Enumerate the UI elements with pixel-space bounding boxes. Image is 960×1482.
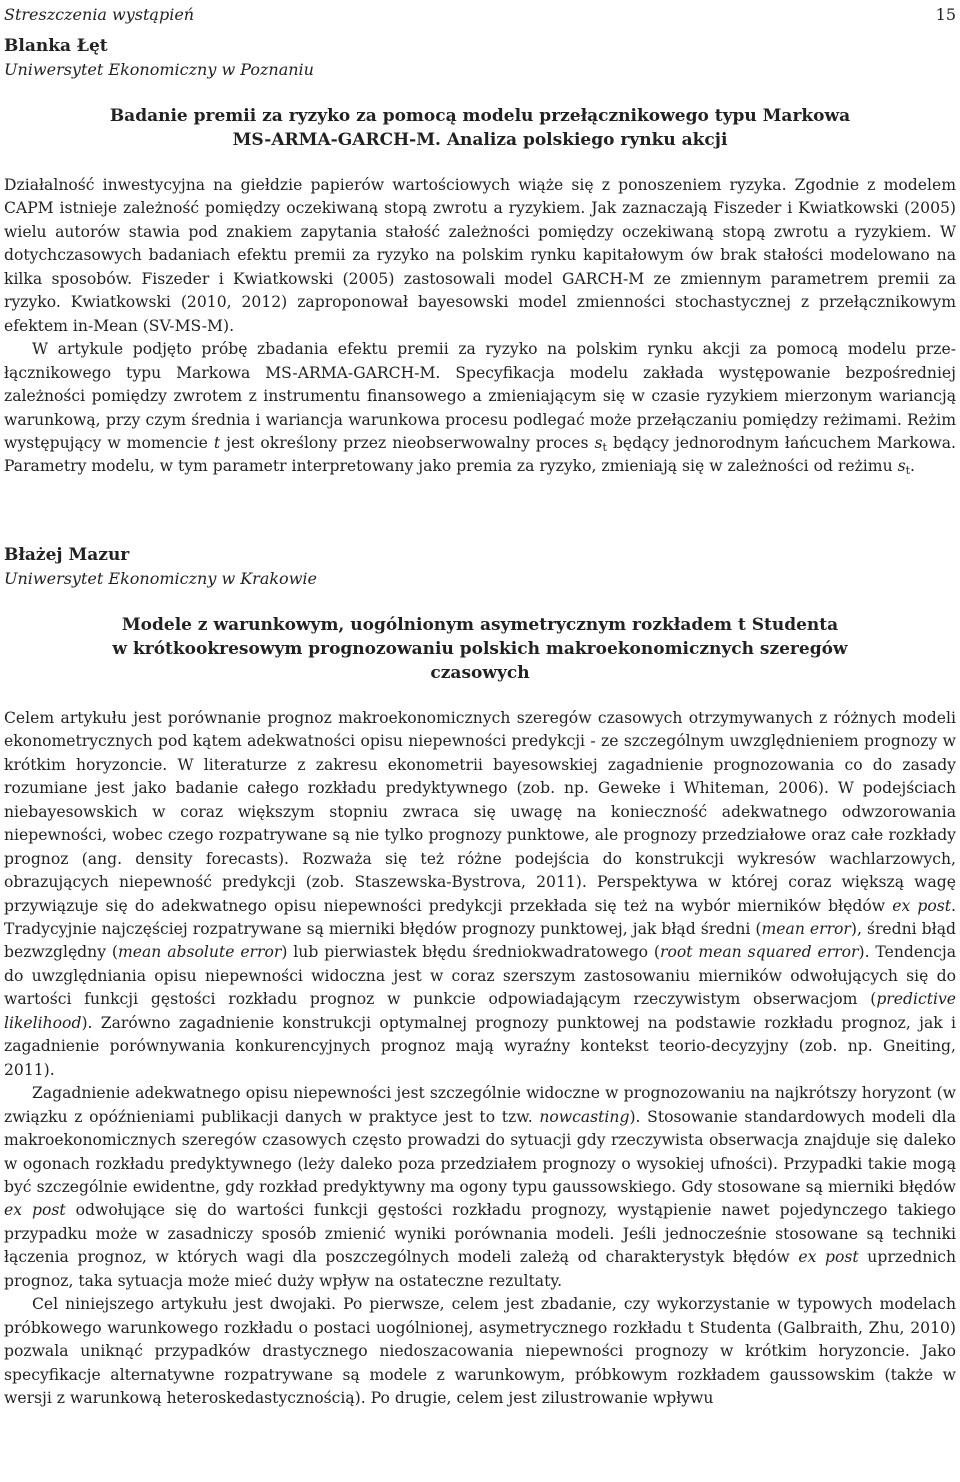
text-run: ). Zarówno zagadnienie konstrukcji optymalnej prognozy punktowej na podstawie rozkładu prognoz, jak i zagadnienie porównywania konkurencyjnych prognoz mają wyraźny kontekst teorio-decyzyjny (zob. np. Gneiting, 2011). [4, 1013, 956, 1079]
text-run: ). Stosowanie standardowych modeli dla makroekonomicznych szeregów czasowych często prowadzi do sytuacji gdy rzeczywista obserwacja znajduje się daleko w ogonach rozkładu predyktywnego (leży daleko poza przedziałem prognozy o wysokiej ufności). Przypadki takie mogą być szczególnie ewidentne, gdy rozkład predyktywny ma ogony typu gaussowskiego. Gdy stosowane są mierniki błędów [4, 1107, 956, 1196]
italic-term: root mean squared error [659, 943, 859, 962]
italic-term: nowcasting [539, 1107, 630, 1126]
italic-term: mean error [761, 919, 851, 938]
abstract-mazur [4, 543, 956, 1411]
author-name: Błażej Mazur [4, 544, 130, 565]
text-run: ), średni błąd bezwzględny ( [4, 919, 956, 962]
text-run: jest określony przez nieobserwowalny proces [220, 433, 595, 452]
italic-term: ex post [798, 1248, 859, 1267]
italic-term: ex post [892, 896, 952, 915]
math-subscript: t [602, 440, 607, 454]
page-number: 15 [935, 5, 956, 24]
text-run: Zagadnienie adekwatnego opisu niepewności jest szczególnie widoczne w prognozowaniu na najkrótszy horyzont (w związku z opóźnieniami publikacji danych w praktyce jest to tzw. [4, 1084, 956, 1126]
text-run: Celem artykułu jest porównanie prognoz makroekonomicznych szeregów czasowych otrzymywanych z różnych modeli ekonometrycznych pod kątem adekwatności opisu niepewności predykcji - ze szczególnym uwzględnieniem prognozy w krótkim horyzoncie. W literaturze z zakresu ekonometrii bayesowskiej zagadnienie prognozowania co do zasady rozumiane jest jako badanie całego rozkładu predyktywnego (zob. np. Geweke i Whiteman, 2006). W podejściach niebayesowskich w coraz większym stopniu zwraca się uwagę na konieczność adekwatnego odwzorowania niepewności, wobec czego rozpatrywane są nie tylko prognozy punktowe, ale prognozy przedziałowe oraz całe rozkłady prognoz (ang. density forecasts). Rozważa się też różne podejścia do konstrukcji wykresów wachlarzowych, obrazujących niepewność predykcji (zob. Staszewska-Bystrova, 2011). Perspektywa w której coraz większą wagę przywiązuje się do adekwatnego opisu niepewności predykcji przekłada się też na wybór mierników błędów [4, 708, 956, 915]
paragraph [4, 707, 956, 1082]
text-run: odwołujące się do wartości funkcji gęstości rozkładu prognozy, wystąpienie nawet pojedynczego takiego przypadku może w zasadniczy sposób zmienić wyniki porównania modeli. Jeśli jednocześnie stosowane są techniki łączenia prognoz, w których wagi dla poszczególnych modeli zależą od charakterystyk błędów [4, 1201, 956, 1267]
math-subscript: t [905, 464, 911, 478]
paragraph [4, 338, 956, 479]
author-affiliation: Uniwersytet Ekonomiczny w Krakowie [4, 568, 317, 588]
abstract-body [4, 174, 956, 479]
text-run: . [910, 457, 915, 476]
text-run: . Tradycyjnie najczęściej rozpatrywane są mierniki błędów prognozy punktowej, jak błąd średni ( [4, 896, 956, 938]
paragraph [4, 1082, 956, 1293]
text-run: ) lub pierwiastek błędu średniokwadratowego ( [281, 943, 660, 962]
text-run: ). Tendencja do uwzględniania opisu niepewności widoczna jest w coraz szerszym zastosowaniu mierników odwołujących się do wartości funkcji gęstości rozkładu prognoz w punkcie odpowiadającym rzeczywistym obserwacjom ( [4, 943, 956, 1009]
text-run: W artykule podjęto próbę zbadania efektu premii za ryzyko na polskim rynku akcji za pomocą modelu przełącznikowego typu Markowa MS-ARMA-GARCH-M. Specyfikacja modelu zakłada występowanie bezpośredniej zależności pomiędzy zwrotem z instrumentu finansowego a zmieniającym się w czasie ryzykiem mierzonym wariancją warunkową, przy czym średnia i wariancja warunkowa procesu podlegać może przełączaniu pomiędzy reżimami. Reżim występujący w momencie [4, 340, 956, 452]
italic-term: ex post [4, 1201, 66, 1220]
abstract-let [4, 34, 956, 479]
italic-term: predictive likelihood [4, 990, 956, 1032]
author-affiliation: Uniwersytet Ekonomiczny w Poznaniu [4, 60, 314, 79]
running-header [4, 4, 956, 34]
text-run: uprzednich prognoz, taka sytuacja może mieć duży wpływ na ostateczne rezultaty. [4, 1248, 956, 1290]
abstract-body [4, 707, 956, 1411]
text-run: będący jednorodnym łańcuchem Markowa. Parametry modelu, w tym parametr interpretowany jako premia za ryzyko, zmieniają się w zależności od reżimu [4, 433, 956, 476]
document-page [4, 0, 956, 1482]
math-variable: s [594, 433, 603, 452]
italic-term: mean absolute error [118, 943, 282, 962]
author-name: Blanka Łęt [4, 36, 108, 56]
paragraph: Cel niniejszego artykułu jest dwojaki. Po pierwsze, celem jest zbadanie, czy wykorzystanie w typowych modelach próbkowego warunkowego rozkładu o postaci uogólnionej, asymetrycznego rozkładu t Studenta (Galbraith, Zhu, 2010) pozwala uniknąć przypadków drastycznego niedoszacowania niepewności prognozy w krótkim horyzoncie. Jako specyfikacje alternatywne rozpatrywane są modele z warunkowym, próbkowym rozkładem gaussowskim (także w wersji z warunkową heteroskedastycznością). Po drugie, celem jest zilustrowanie wpływu [4, 1295, 956, 1408]
abstract-title: Modele z warunkowym, uogólnionym asymetrycznym rozkładem t Studenta w krótkookresowym prognozowaniu polskich makroekonomicznych szeregów czasowych [112, 614, 848, 683]
math-variable: t [213, 433, 221, 452]
math-variable: s [897, 457, 906, 476]
section-title: Streszczenia wystąpień [4, 5, 195, 24]
abstract-title: Badanie premii za ryzyko za pomocą modelu przełącznikowego typu Markowa MS-ARMA-GARCH-M. Analiza polskiego rynku akcji [109, 106, 851, 150]
paragraph: Działalność inwestycyjna na giełdzie papierów wartościowych wiąże się z ponoszeniem ryzyka. Zgodnie z modelem CAPM istnieje zależność pomiędzy oczekiwaną stopą zwrotu a ryzykiem. Jak zaznaczają Fiszeder i Kwiatkowski (2005) wielu autorów stawia pod znakiem zapytania stałość zależności pomiędzy oczekiwaną stopą zwrotu a ryzykiem. W dotychczasowych badaniach efektu premii za ryzyko na polskim rynku kapitałowym ów brak stałości modelowano na kilka sposobów. Fiszeder i Kwiatkowski (2005) zastosowali model GARCH-M ze zmiennym parametrem premii za ryzyko. Kwiatkowski (2010, 2012) zaproponował bayesowski model zmienności stochastycznej z przełącznikowym efektem in-Mean (SV-MS-M). [4, 176, 956, 335]
